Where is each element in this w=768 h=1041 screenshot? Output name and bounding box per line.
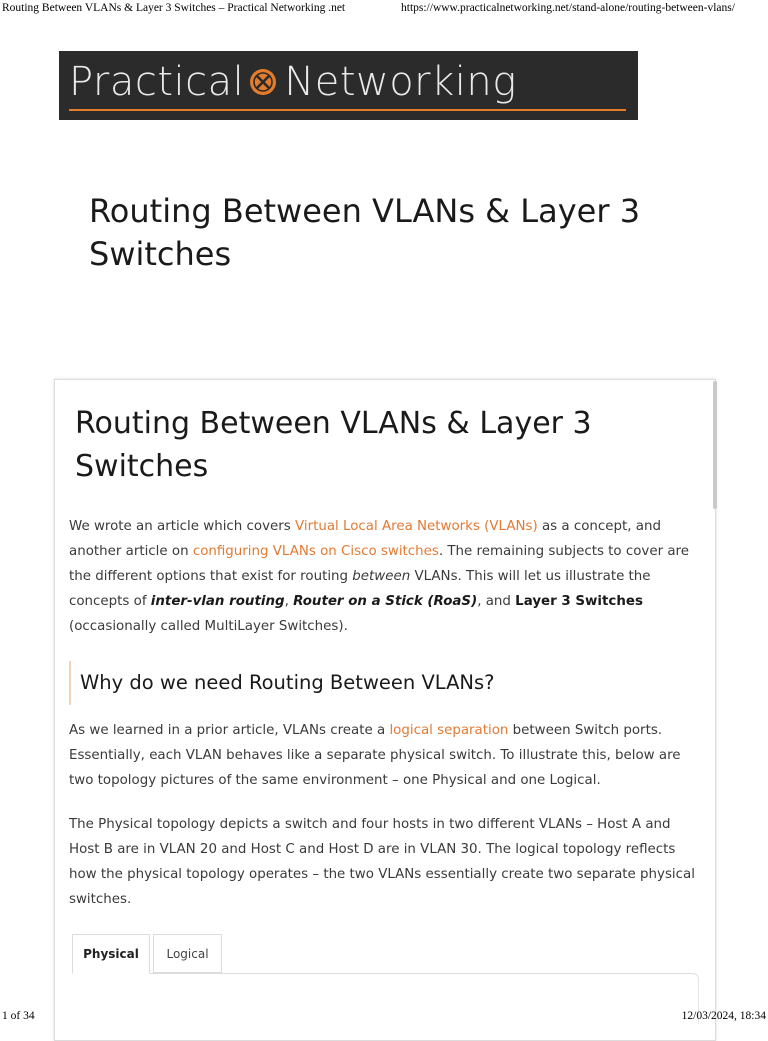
term-router-on-a-stick: Router on a Stick (RoaS) bbox=[293, 594, 478, 609]
print-page-number: 1 of 34 bbox=[2, 1010, 35, 1022]
section-heading: Why do we need Routing Between VLANs? bbox=[69, 661, 669, 705]
page-title: Routing Between VLANs & Layer 3 Switches bbox=[89, 192, 641, 273]
intro-text-7: (occasionally called MultiLayer Switches). bbox=[69, 619, 348, 634]
intro-paragraph bbox=[69, 514, 699, 639]
intro-text-4: VLANs. This will let us illustrate the concepts of bbox=[69, 569, 651, 609]
intro-text-1: We wrote an article which covers bbox=[69, 519, 295, 534]
logo-word-networking: Networking bbox=[284, 59, 517, 105]
print-footer bbox=[0, 1010, 768, 1024]
article-title: Routing Between VLANs & Layer 3 Switches bbox=[75, 406, 592, 484]
logo-word-practical: Practical bbox=[69, 59, 245, 105]
p1-text-1: As we learned in a prior article, VLANs create a bbox=[69, 723, 390, 738]
term-inter-vlan-routing: inter-vlan routing bbox=[150, 594, 285, 609]
tab-physical[interactable]: Physical bbox=[72, 934, 150, 974]
emphasis-between: between bbox=[352, 569, 411, 584]
configuring-vlans-link[interactable]: configuring VLANs on Cisco switches bbox=[192, 544, 439, 559]
intro-text-6: , and bbox=[477, 594, 516, 609]
paragraph-logical-separation bbox=[69, 718, 699, 793]
logical-separation-link[interactable]: logical separation bbox=[389, 723, 509, 738]
intro-text-2: as a concept, and another article on bbox=[69, 519, 661, 559]
p1-text-2: between Switch ports. Essentially, each VLAN behaves like a separate physical switch. To illustrate this, below are two topology pictures of the same environment – one Physical and one Logical. bbox=[69, 723, 681, 788]
print-header bbox=[0, 2, 768, 18]
logo-wordmark bbox=[69, 57, 517, 107]
tab-logical[interactable]: Logical bbox=[153, 934, 222, 973]
scrollbar[interactable] bbox=[713, 381, 717, 509]
intro-text-5: , bbox=[284, 594, 294, 609]
print-page-url: https://www.practicalnetworking.net/stand-alone/routing-between-vlans/ bbox=[401, 2, 735, 14]
x-circle-icon bbox=[248, 67, 278, 97]
term-layer-3-switches: Layer 3 Switches bbox=[515, 594, 643, 609]
logo-underline bbox=[69, 109, 626, 111]
print-datetime: 12/03/2024, 18:34 bbox=[681, 1010, 766, 1022]
vlans-article-link[interactable]: Virtual Local Area Networks (VLANs) bbox=[294, 519, 538, 534]
intro-text-3: . The remaining subjects to cover are the different options that exist for routing bbox=[69, 544, 690, 584]
paragraph-physical-topology: The Physical topology depicts a switch and four hosts in two different VLANs – Host A and Host B are in VLAN 20 and Host C and Host D are in VLAN 30. The logical topology reflects how the physical topology operates – the two VLANs essentially create two separate physical switches. bbox=[69, 817, 695, 907]
site-logo[interactable] bbox=[59, 51, 638, 120]
print-page-title: Routing Between VLANs & Layer 3 Switches – Practical Networking .net bbox=[2, 2, 346, 14]
